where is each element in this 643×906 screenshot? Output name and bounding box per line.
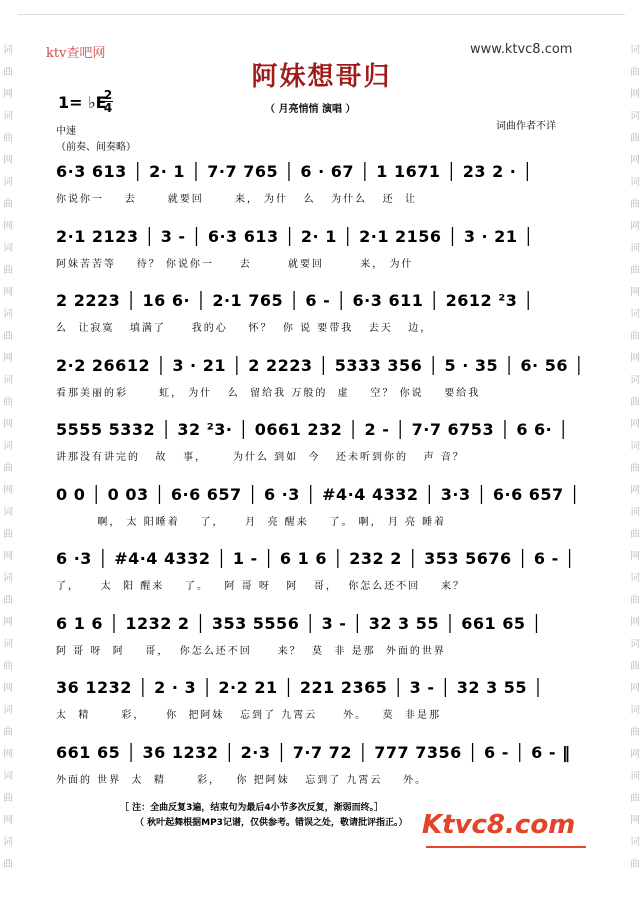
side-watermark-char: 网 bbox=[630, 353, 640, 364]
side-watermark-char: 网 bbox=[3, 155, 13, 166]
side-watermark-char: 曲 bbox=[630, 265, 640, 276]
side-watermark-char: 词 bbox=[630, 573, 640, 584]
side-watermark-char: 曲 bbox=[630, 727, 640, 738]
side-watermark-char: 词 bbox=[630, 705, 640, 716]
notation-line: 36 1232 │ 2 · 3 │ 2·2 21 │ 221 2365 │ 3 - │ 32 3 55 │ bbox=[56, 678, 544, 697]
site-logo: Ktvc8.com bbox=[422, 810, 576, 840]
side-watermark-char: 曲 bbox=[3, 199, 13, 210]
side-watermark-char: 词 bbox=[630, 507, 640, 518]
side-watermark-char: 曲 bbox=[630, 67, 640, 78]
side-watermark-char: 词 bbox=[3, 441, 13, 452]
side-watermark-char: 词 bbox=[630, 111, 640, 122]
side-watermark-char: 曲 bbox=[630, 397, 640, 408]
side-watermark-char: 词 bbox=[3, 771, 13, 782]
side-watermark-char: 词 bbox=[3, 507, 13, 518]
side-watermark-char: 曲 bbox=[3, 529, 13, 540]
right-side-watermark bbox=[628, 40, 642, 876]
prelude-note: （前奏、间奏略） bbox=[56, 142, 136, 153]
side-watermark-char: 曲 bbox=[630, 133, 640, 144]
lyric-line: 阿妹苦苦等 待？ 你说你一 去 就要回 来， 为什 bbox=[56, 258, 414, 270]
side-watermark-char: 词 bbox=[3, 111, 13, 122]
side-watermark-char: 网 bbox=[3, 287, 13, 298]
side-watermark-char: 网 bbox=[3, 353, 13, 364]
side-watermark-char: 词 bbox=[3, 309, 13, 320]
logo-underline bbox=[426, 846, 586, 848]
side-watermark-char: 曲 bbox=[630, 595, 640, 606]
side-watermark-char: 网 bbox=[3, 485, 13, 496]
side-watermark-char: 曲 bbox=[3, 265, 13, 276]
side-watermark-char: 词 bbox=[3, 45, 13, 56]
side-watermark-char: 曲 bbox=[3, 463, 13, 474]
lyric-line: 阿 哥 呀 阿 哥， 你怎么还不回 来？ 莫 非 是那 外面的世界 bbox=[56, 645, 446, 657]
side-watermark-char: 曲 bbox=[630, 859, 640, 870]
side-watermark-char: 曲 bbox=[630, 793, 640, 804]
side-watermark-char: 网 bbox=[630, 683, 640, 694]
side-watermark-char: 网 bbox=[3, 683, 13, 694]
side-watermark-char: 网 bbox=[3, 419, 13, 430]
time-signature-bottom: 4 bbox=[103, 101, 113, 115]
lyric-line: 了， 太 阳 醒来 了。 阿 哥 呀 阿 哥， 你怎么还不回 来？ bbox=[56, 581, 466, 592]
notation-line: 6 ·3 │ #4·4 4332 │ 1 - │ 6 1 6 │ 232 2 │ 353 5676 │ 6 - │ bbox=[56, 549, 575, 568]
side-watermark-char: 曲 bbox=[630, 463, 640, 474]
side-watermark-char: 词 bbox=[3, 177, 13, 188]
side-watermark-char: 词 bbox=[630, 375, 640, 386]
site-watermark-left: ktv查吧网 bbox=[46, 46, 106, 61]
lyric-line: 太 精 彩， 你 把阿妹 忘到了 九霄云 外。 莫 非是那 bbox=[56, 710, 442, 721]
side-watermark-char: 网 bbox=[3, 89, 13, 100]
side-watermark-char: 曲 bbox=[3, 397, 13, 408]
author-credit: 词曲作者不详 bbox=[496, 121, 556, 132]
side-watermark-char: 曲 bbox=[3, 67, 13, 78]
repeat-note: ［ 注：全曲反复3遍，结束句为最后4小节多次反复，渐弱而终。］ bbox=[120, 803, 384, 813]
site-watermark-right: www.ktvc8.com bbox=[470, 42, 573, 57]
side-watermark-char: 网 bbox=[630, 617, 640, 628]
side-watermark-char: 曲 bbox=[3, 793, 13, 804]
side-watermark-char: 词 bbox=[630, 837, 640, 848]
notation-line: 2·2 26612 │ 3 · 21 │ 2 2223 │ 5333 356 │ 5 · 35 │ 6· 56 │ bbox=[56, 355, 585, 375]
notation-line: 0 0 │ 0 03 │ 6·6 657 │ 6 ·3 │ #4·4 4332 │ 3·3 │ 6·6 657 │ bbox=[56, 484, 580, 504]
side-watermark-char: 曲 bbox=[3, 859, 13, 870]
side-watermark-char: 曲 bbox=[630, 529, 640, 540]
side-watermark-char: 词 bbox=[630, 177, 640, 188]
notation-line: 661 65 │ 36 1232 │ 2·3 │ 7·7 72 │ 777 7356 │ 6 - │ 6 - ‖ bbox=[56, 742, 571, 762]
side-watermark-char: 网 bbox=[630, 155, 640, 166]
side-watermark-char: 网 bbox=[3, 551, 13, 562]
side-watermark-char: 词 bbox=[3, 375, 13, 386]
time-signature-top: 2 bbox=[103, 88, 113, 102]
time-signature bbox=[103, 89, 113, 114]
side-watermark-char: 网 bbox=[630, 485, 640, 496]
side-watermark-char: 网 bbox=[630, 815, 640, 826]
tempo-marking: 中速 bbox=[56, 126, 76, 137]
side-watermark-char: 词 bbox=[630, 441, 640, 452]
side-watermark-char: 曲 bbox=[630, 331, 640, 342]
notation-line: 2·1 2123 │ 3 - │ 6·3 613 │ 2· 1 │ 2·1 2156 │ 3 · 21 │ bbox=[56, 226, 534, 246]
side-watermark-char: 词 bbox=[630, 639, 640, 650]
lyric-line: 看那美丽的彩 虹， 为什 么 留给我 万般的 虚 空？ 你说 要给我 bbox=[56, 387, 481, 399]
lyric-line: 啊， 太 阳睡着 了， 月 亮 醒来 了。 啊， 月 亮 睡着 bbox=[56, 516, 447, 528]
transcription-note: （ 秋叶起舞根据MP3记谱，仅供参考。错误之处，敬请批评指正。） bbox=[135, 818, 408, 828]
lyric-line: 外面的 世界 太 精 彩， 你 把阿妹 忘到了 九霄云 外。 bbox=[56, 774, 428, 786]
song-title: 阿妹想哥归 bbox=[251, 62, 392, 92]
side-watermark-char: 曲 bbox=[3, 595, 13, 606]
notation-line: 6 1 6 │ 1232 2 │ 353 5556 │ 3 - │ 32 3 55 │ 661 65 │ bbox=[56, 613, 542, 633]
side-watermark-char: 曲 bbox=[630, 199, 640, 210]
side-watermark-char: 曲 bbox=[630, 661, 640, 672]
lyric-line: 你说你一 去 就要回 来， 为什 么 为什么 还 让 bbox=[56, 194, 418, 205]
side-watermark-char: 词 bbox=[630, 243, 640, 254]
notation-line: 6·3 613 │ 2· 1 │ 7·7 765 │ 6 · 67 │ 1 1671 │ 23 2 · │ bbox=[56, 162, 533, 181]
side-watermark-char: 词 bbox=[630, 771, 640, 782]
side-watermark-char: 词 bbox=[3, 573, 13, 584]
side-watermark-char: 词 bbox=[3, 705, 13, 716]
side-watermark-char: 网 bbox=[3, 617, 13, 628]
side-watermark-char: 网 bbox=[630, 419, 640, 430]
side-watermark-char: 网 bbox=[3, 815, 13, 826]
side-watermark-char: 曲 bbox=[3, 331, 13, 342]
side-watermark-char: 网 bbox=[630, 287, 640, 298]
lyric-line: 讲那没有讲完的 故 事， 为什么 到如 今 还未听到你的 声 音？ bbox=[56, 452, 465, 463]
left-side-watermark bbox=[1, 40, 15, 876]
side-watermark-char: 曲 bbox=[3, 133, 13, 144]
key-signature: 1= ♭E bbox=[58, 93, 107, 112]
side-watermark-char: 曲 bbox=[3, 661, 13, 672]
side-watermark-char: 网 bbox=[630, 89, 640, 100]
page-top-border bbox=[18, 14, 625, 15]
side-watermark-char: 网 bbox=[3, 749, 13, 760]
side-watermark-char: 网 bbox=[3, 221, 13, 232]
notation-line: 2 2223 │ 16 6· │ 2·1 765 │ 6 - │ 6·3 611 │ 2612 ²3 │ bbox=[56, 291, 534, 310]
notation-line: 5555 5332 │ 32 ²3· │ 0661 232 │ 2 - │ 7·7 6753 │ 6 6· │ bbox=[56, 420, 569, 439]
side-watermark-char: 词 bbox=[3, 837, 13, 848]
side-watermark-char: 网 bbox=[630, 749, 640, 760]
side-watermark-char: 曲 bbox=[3, 727, 13, 738]
side-watermark-char: 词 bbox=[3, 639, 13, 650]
side-watermark-char: 网 bbox=[630, 221, 640, 232]
singer-credit: （ 月亮悄悄 演唱 ） bbox=[265, 104, 356, 115]
side-watermark-char: 词 bbox=[3, 243, 13, 254]
side-watermark-char: 词 bbox=[630, 309, 640, 320]
side-watermark-char: 网 bbox=[630, 551, 640, 562]
lyric-line: 么 让寂寞 填满了 我的心 怀？ 你 说 要带我 去天 边， bbox=[56, 323, 433, 334]
side-watermark-char: 词 bbox=[630, 45, 640, 56]
